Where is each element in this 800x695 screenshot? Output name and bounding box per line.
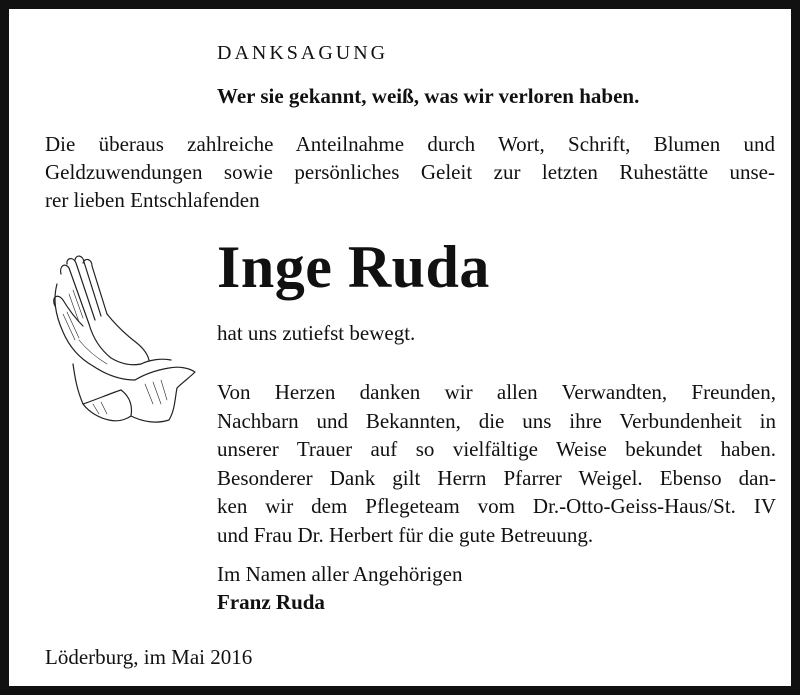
thanks-line: Nachbarn und Bekannten, die uns ihre Verbundenheit in xyxy=(217,408,776,433)
thanks-line: ken wir dem Pflegeteam vom Dr.-Otto-Geiss-Haus/St. IV xyxy=(217,494,776,518)
intro-paragraph xyxy=(45,130,775,214)
thanks-paragraph xyxy=(217,378,776,549)
intro-line: Geldzuwendungen sowie persönliches Geleit zur letzten Ruhestätte unse- xyxy=(45,160,775,184)
praying-hands-icon xyxy=(49,254,199,434)
deceased-name: Inge Ruda xyxy=(217,234,490,300)
notice-heading: DANKSAGUNG xyxy=(217,42,389,64)
motto-line: Wer sie gekannt, weiß, was wir verloren haben. xyxy=(217,84,640,108)
signer-name: Franz Ruda xyxy=(217,590,325,614)
thanks-line: unserer Trauer auf so vielfältige Weise bekundet haben. xyxy=(217,437,776,461)
intro-line: rer lieben Entschlafenden xyxy=(45,188,260,212)
thanks-line: und Frau Dr. Herbert für die gute Betreuung. xyxy=(217,522,594,547)
intro-line: Die überaus zahlreiche Anteilnahme durch Wort, Schrift, Blumen und xyxy=(45,132,775,156)
thanks-line: Besonderer Dank gilt Herrn Pfarrer Weigel. Ebenso dan- xyxy=(217,465,776,490)
place-date: Löderburg, im Mai 2016 xyxy=(45,645,253,669)
moved-line: hat uns zutiefst bewegt. xyxy=(217,321,416,345)
on-behalf-line: Im Namen aller Angehörigen xyxy=(217,562,463,586)
thanks-line: Von Herzen danken wir allen Verwandten, Freunden, xyxy=(217,380,776,404)
